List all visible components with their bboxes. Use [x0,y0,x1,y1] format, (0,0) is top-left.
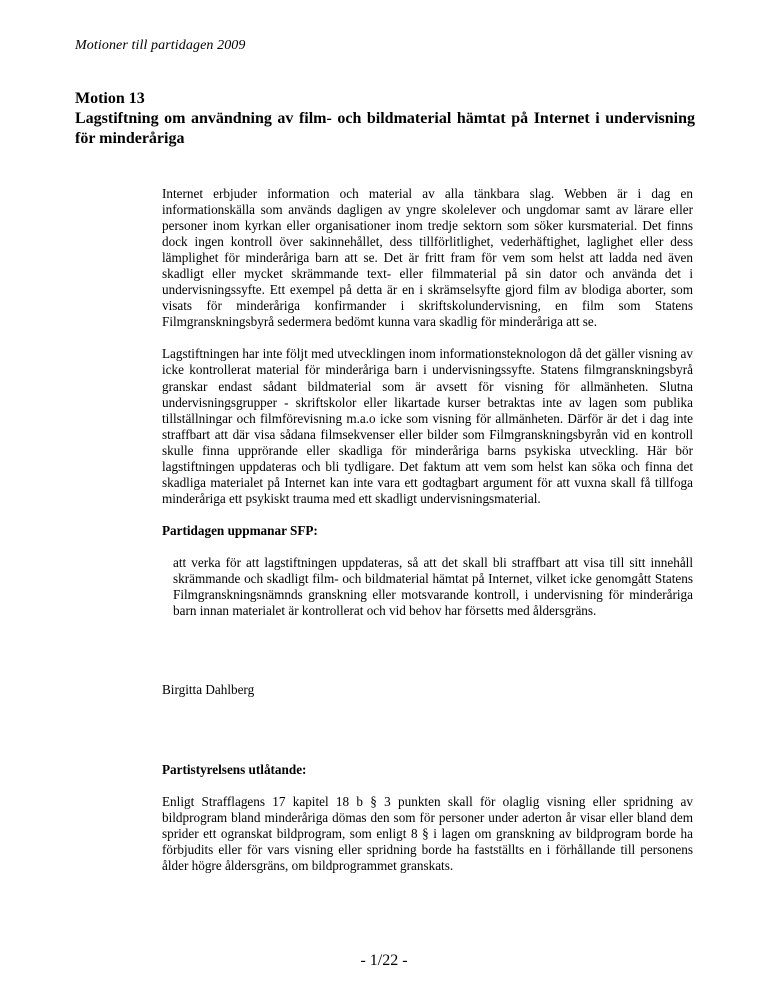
signature: Birgitta Dahlberg [162,682,255,698]
motion-number: Motion 13 [75,90,145,107]
running-header: Motioner till partidagen 2009 [75,38,246,53]
motion-title: Lagstiftning om användning av film- och bildmaterial hämtat på Internet i undervisning för minderåriga [75,110,695,147]
page-number: - 1/22 - [360,952,408,969]
statement-text: Enligt Strafflagens 17 kapitel 18 b § 3 punkten skall för olaglig visning eller spridning av bildprogram bland minderåriga dömas den som för personer under aderton år visar eller bland dem sprider ett ogranskat bildprogram, som enligt 8 § i lagen om granskning av bildprogram borde ha förbjudits eller för vars visning eller spridning borde ha fastställts en i förhållande till personens ålder högre åldersgräns, om bildprogrammet granskats. [162,794,693,874]
demand-heading: Partidagen uppmanar SFP: [162,522,318,538]
demand-text: att verka för att lagstiftningen uppdateras, så att det skall bli straffbart att visa till sitt innehåll skrämmande och skadligt film- och bildmaterial hämtat på Internet, vilket icke genomgått Statens Filmgranskningsnämnds granskning eller motsvarande kontroll, i undervisning för minderåriga barn innan materialet är kontrollerat och vid behov har försetts med åldersgräns. [173,554,693,619]
document-body [162,186,693,874]
paragraph-legislation: Lagstiftningen har inte följt med utvecklingen inom informationsteknologon då det gäller visning av icke kontrollerat material för minderåriga barn i undervisningssyfte. Statens filmgranskningsbyrå granskar endast sådant bildmaterial som är avsett för visning för allmänheten. Slutna undervisningsgrupper - skriftskolor eller likartade kurser betraktas inte av lagen som publika tillställningar och filmförevisning m.a.o icke som visning för allmänheten. Därför är det i dag inte straffbart att där visa sådana filmsekvenser eller bilder som Filmgranskningsbyrån vid en kontroll skulle finna upprörande eller skadliga för minderåriga barns psykiska utveckling. Här bör lagstiftningen uppdateras och bli tydligare. Det faktum att vem som helst kan söka och finna det skadliga materialet på Internet kan inte vara ett godtagbart argument för att vuxna skall få tillfoga minderåriga ett psykiskt trauma med ett skadligt undervisningsmaterial. [162,346,693,506]
title-block [75,89,695,149]
statement-heading: Partistyrelsens utlåtande: [162,762,307,778]
paragraph-intro: Internet erbjuder information och material av alla tänkbara slag. Webben är i dag en informationskälla som används dagligen av yngre skolelever och ungdomar samt av lärare eller personer inom kyrkan eller organisationer inom tredje sektorn som söker kursmaterial. Det finns dock ingen kontroll över sakinnehållet, dess tillförlitlighet, vederhäftighet, laglighet eller dess lämplighet för minderåriga barn att se. Det är fritt fram för vem som helst att ladda ned även skadligt eller mycket skrämmande text- eller filmmaterial på sin dator och använda det i undervisningssyfte. Ett exempel på detta är en i skrämselsyfte gjord film av blodiga aborter, som visats för minderåriga konfirmander i skriftskolundervisning, en film som Statens Filmgranskningsbyrå sedermera bedömt kunna vara skadlig för minderåriga att se. [162,186,693,330]
